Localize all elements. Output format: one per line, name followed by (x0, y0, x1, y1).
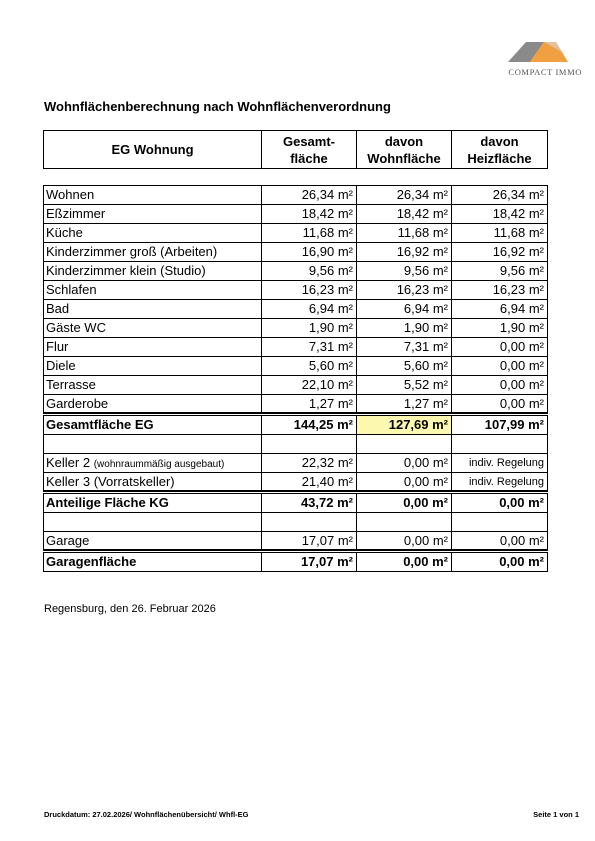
room-label: Wohnen (46, 187, 95, 202)
area-gesamt: 9,56 m² (262, 262, 357, 280)
table-row (43, 337, 548, 356)
room-label: Flur (46, 339, 69, 354)
area-gesamt: 17,07 m² (262, 532, 357, 549)
room-label: Garderobe (46, 396, 109, 411)
area-wohn: 18,42 m² (357, 205, 452, 223)
table-row (43, 472, 548, 491)
room-name (43, 243, 262, 261)
page-info: Seite 1 von 1 (533, 810, 579, 819)
header-heizflaeche: davon Heizfläche (452, 131, 548, 168)
table-row (43, 185, 548, 204)
room-label: Diele (46, 358, 76, 373)
company-logo (486, 40, 582, 80)
total-row-garage (43, 550, 548, 572)
total-label: Anteilige Fläche KG (43, 494, 262, 512)
area-heiz: indiv. Regelung (452, 454, 548, 472)
area-heiz: 0,00 m² (452, 338, 548, 356)
area-wohn: 0,00 m² (357, 532, 452, 549)
room-label: Kinderzimmer klein (Studio) (46, 263, 206, 278)
place-date: Regensburg, den 26. Februar 2026 (44, 603, 216, 615)
room-name (43, 395, 262, 412)
area-heiz: 9,56 m² (452, 262, 548, 280)
table-row (43, 280, 548, 299)
room-name (43, 376, 262, 394)
area-wohn: 11,68 m² (357, 224, 452, 242)
area-gesamt: 18,42 m² (262, 205, 357, 223)
spacer-row (43, 513, 548, 531)
room-name (43, 454, 262, 472)
header-wohnflaeche: davon Wohnfläche (357, 131, 452, 168)
room-name (43, 186, 262, 204)
total-wohn: 0,00 m² (357, 494, 452, 512)
room-name (43, 357, 262, 375)
room-label: Kinderzimmer groß (Arbeiten) (46, 244, 218, 259)
area-gesamt: 26,34 m² (262, 186, 357, 204)
roof-logo-icon (498, 40, 582, 66)
area-wohn: 7,31 m² (357, 338, 452, 356)
room-name (43, 319, 262, 337)
area-wohn: 1,27 m² (357, 395, 452, 412)
area-wohn: 0,00 m² (357, 473, 452, 490)
spacer (43, 169, 548, 185)
area-gesamt: 22,10 m² (262, 376, 357, 394)
total-gesamt: 17,07 m² (262, 553, 357, 571)
area-heiz: 18,42 m² (452, 205, 548, 223)
room-label: Bad (46, 301, 70, 316)
room-label: Garage (46, 533, 90, 548)
room-name (43, 338, 262, 356)
room-name (43, 532, 262, 549)
area-gesamt: 16,90 m² (262, 243, 357, 261)
room-name (43, 205, 262, 223)
kg-rows (43, 453, 548, 491)
total-label: Gesamtfläche EG (43, 416, 262, 434)
table-row (43, 204, 548, 223)
header-eg-wohnung: EG Wohnung (43, 131, 262, 168)
table-row (43, 242, 548, 261)
area-gesamt: 16,23 m² (262, 281, 357, 299)
area-gesamt: 21,40 m² (262, 473, 357, 490)
area-wohn: 16,23 m² (357, 281, 452, 299)
total-row-kg (43, 491, 548, 513)
area-wohn: 16,92 m² (357, 243, 452, 261)
area-heiz: 0,00 m² (452, 395, 548, 412)
room-label: Schlafen (46, 282, 97, 297)
area-heiz: 16,23 m² (452, 281, 548, 299)
area-wohn: 5,52 m² (357, 376, 452, 394)
area-wohn: 5,60 m² (357, 357, 452, 375)
total-row-eg (43, 413, 548, 435)
area-heiz: 1,90 m² (452, 319, 548, 337)
area-gesamt: 5,60 m² (262, 357, 357, 375)
table-row (43, 453, 548, 472)
area-gesamt: 6,94 m² (262, 300, 357, 318)
table-row (43, 375, 548, 394)
garage-rows (43, 531, 548, 550)
area-heiz: 16,92 m² (452, 243, 548, 261)
room-label: Keller 2 (46, 455, 91, 470)
document-title: Wohnflächenberechnung nach Wohnflächenverordnung (44, 99, 391, 114)
table-row (43, 394, 548, 413)
total-wohn-highlight: 127,69 m² (357, 416, 452, 434)
room-name (43, 300, 262, 318)
total-gesamt: 144,25 m² (262, 416, 357, 434)
logo-text: COMPACT IMMO (508, 67, 582, 77)
area-gesamt: 22,32 m² (262, 454, 357, 472)
area-gesamt: 7,31 m² (262, 338, 357, 356)
print-info: Druckdatum: 27.02.2026/ Wohnflächenübersicht/ Whfl-EG (44, 810, 249, 819)
total-heiz: 0,00 m² (452, 494, 548, 512)
total-wohn: 0,00 m² (357, 553, 452, 571)
room-name (43, 281, 262, 299)
area-table (43, 130, 548, 572)
area-heiz: 26,34 m² (452, 186, 548, 204)
room-name (43, 262, 262, 280)
room-label: Küche (46, 225, 83, 240)
area-gesamt: 11,68 m² (262, 224, 357, 242)
area-gesamt: 1,27 m² (262, 395, 357, 412)
area-heiz: indiv. Regelung (452, 473, 548, 490)
area-wohn: 9,56 m² (357, 262, 452, 280)
total-label: Garagenfläche (43, 553, 262, 571)
area-heiz: 11,68 m² (452, 224, 548, 242)
table-row (43, 299, 548, 318)
table-row (43, 356, 548, 375)
area-wohn: 1,90 m² (357, 319, 452, 337)
area-wohn: 6,94 m² (357, 300, 452, 318)
area-wohn: 26,34 m² (357, 186, 452, 204)
table-row (43, 318, 548, 337)
table-row (43, 531, 548, 550)
area-heiz: 0,00 m² (452, 532, 548, 549)
room-label: Keller 3 (Vorratskeller) (46, 474, 175, 489)
header-gesamtflaeche: Gesamt- fläche (262, 131, 357, 168)
room-label: Terrasse (46, 377, 96, 392)
total-heiz: 0,00 m² (452, 553, 548, 571)
table-row (43, 261, 548, 280)
area-heiz: 0,00 m² (452, 376, 548, 394)
total-gesamt: 43,72 m² (262, 494, 357, 512)
table-header (43, 130, 548, 169)
eg-rows (43, 185, 548, 413)
spacer-row (43, 435, 548, 453)
table-row (43, 223, 548, 242)
room-label: Eßzimmer (46, 206, 106, 221)
room-note: (wohnraummäßig ausgebaut) (93, 459, 225, 470)
area-gesamt: 1,90 m² (262, 319, 357, 337)
area-wohn: 0,00 m² (357, 454, 452, 472)
room-name (43, 473, 262, 490)
room-name (43, 224, 262, 242)
area-heiz: 6,94 m² (452, 300, 548, 318)
total-heiz: 107,99 m² (452, 416, 548, 434)
room-label: Gäste WC (46, 320, 106, 335)
area-heiz: 0,00 m² (452, 357, 548, 375)
